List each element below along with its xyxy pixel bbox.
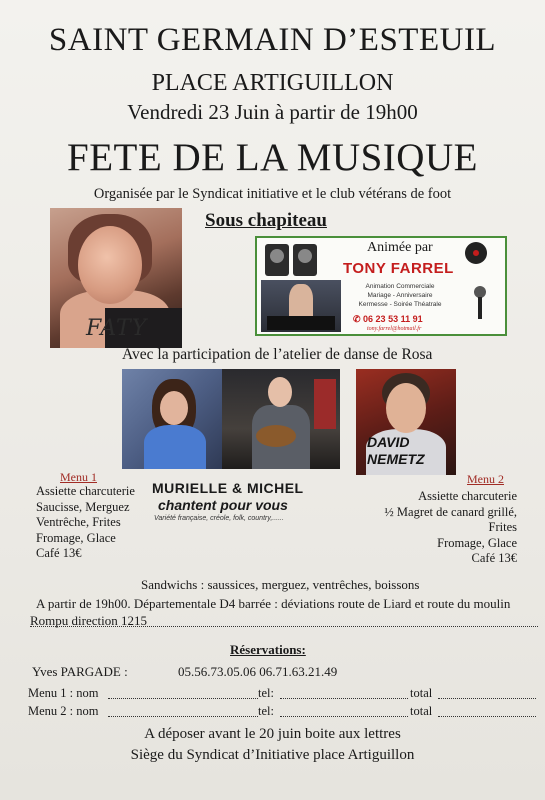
tony-farrel-card <box>255 236 507 336</box>
menu-item: Assiette charcuterie <box>418 489 517 503</box>
rosa-line: Avec la participation de l’atelier de danse de Rosa <box>122 346 433 363</box>
place-title: PLACE ARTIGUILLON <box>151 70 394 96</box>
menu-item: Frites <box>488 520 517 534</box>
tel-label: tel: <box>258 686 274 700</box>
deposit-location: Siège du Syndicat d’Initiative place Artiguillon <box>130 747 415 763</box>
menu2-name-label: Menu 2 : nom <box>28 704 99 718</box>
tony-services <box>345 282 455 309</box>
access-line: Rompu direction 1215 <box>30 613 147 628</box>
menu-item: ½ Magret de canard grillé, <box>384 504 517 519</box>
speaker-icon <box>293 244 317 276</box>
service-line: Animation Commerciale <box>365 283 435 290</box>
organizers-line: Organisée par le Syndicat initiative et le club vétérans de foot <box>93 186 452 202</box>
venue-label: Sous chapiteau <box>205 210 327 231</box>
reservations-title: Réservations: <box>230 642 306 657</box>
event-title: FETE DE LA MUSIQUE <box>67 136 478 179</box>
menu2-list <box>384 489 517 567</box>
music-genres: Variété française, créole, folk, country,...... <box>154 515 284 522</box>
menu-item: Fromage, Glace <box>437 535 517 550</box>
animee-par-label: Animée par <box>367 240 433 255</box>
dj-photo <box>261 280 341 332</box>
tel-blank[interactable] <box>280 716 408 717</box>
tel-blank[interactable] <box>280 698 408 699</box>
name-blank[interactable] <box>108 698 258 699</box>
contact-phones: 05.56.73.05.06 06.71.63.21.49 <box>178 664 338 679</box>
menu1-title: Menu 1 <box>60 470 97 484</box>
town-title: SAINT GERMAIN D’ESTEUIL <box>48 22 497 58</box>
access-line: A partir de 19h00. Départementale D4 barrée : déviations route de Liard et route du moulin <box>36 596 511 611</box>
service-line: Mariage - Anniversaire <box>367 292 433 299</box>
deposit-line: A déposer avant le 20 juin boite aux lettres <box>144 726 401 742</box>
event-date: Vendredi 23 Juin à partir de 19h00 <box>127 100 418 124</box>
menu1-list <box>36 484 135 562</box>
menu-item: Café 13€ <box>471 551 517 565</box>
total-blank[interactable] <box>438 716 536 717</box>
menu-item: Fromage, Glace <box>36 530 116 545</box>
david-nemetz-name <box>367 434 425 468</box>
total-blank[interactable] <box>438 698 536 699</box>
murielle-photo <box>122 369 222 469</box>
menu-item: Assiette charcuterie <box>36 484 135 498</box>
total-label: total <box>410 704 433 718</box>
microphone-icon <box>473 286 487 320</box>
record-icon <box>465 242 487 264</box>
dotted-divider <box>30 626 538 627</box>
tony-email: tony.farrel@hotmail.fr <box>367 326 422 332</box>
menu1-order-line[interactable] <box>28 686 538 702</box>
menu1-name-label: Menu 1 : nom <box>28 686 99 700</box>
sandwichs-line: Sandwichs : saussices, merguez, ventrêches, boissons <box>141 577 420 592</box>
menu2-order-line[interactable] <box>28 704 538 720</box>
faty-name: FATY <box>86 316 148 341</box>
contact-name: Yves PARGADE : <box>32 664 128 679</box>
menu2-title: Menu 2 <box>467 472 504 486</box>
menu-item: Ventrêche, Frites <box>36 515 121 529</box>
michel-photo <box>222 369 340 469</box>
murielle-michel-subtitle: chantent pour vous <box>158 497 288 513</box>
david-first-name: DAVID <box>367 434 410 450</box>
tel-label: tel: <box>258 704 274 718</box>
murielle-michel-title: MURIELLE & MICHEL <box>152 480 304 496</box>
menu-item: Café 13€ <box>36 546 82 560</box>
menu-item: Saucisse, Merguez <box>36 499 130 514</box>
david-last-name: NEMETZ <box>367 451 425 467</box>
tony-phone: ✆ 06 23 53 11 91 <box>353 314 423 324</box>
name-blank[interactable] <box>108 716 258 717</box>
speaker-icon <box>265 244 289 276</box>
total-label: total <box>410 686 433 700</box>
service-line: Kermesse - Soirée Théatrale <box>358 301 442 308</box>
tony-farrel-name: TONY FARREL <box>343 260 454 277</box>
